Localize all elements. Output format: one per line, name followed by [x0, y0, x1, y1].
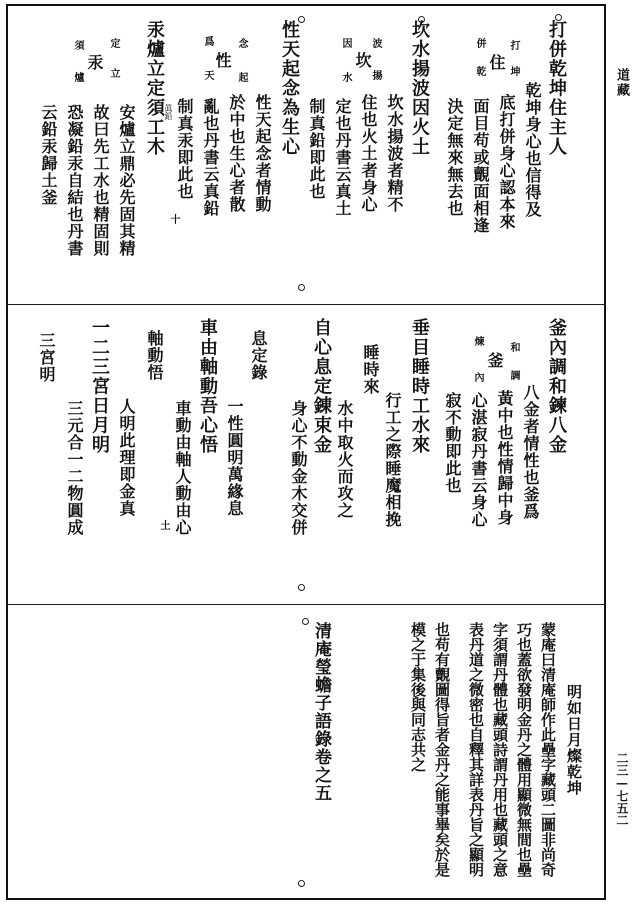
verse-column: 黃中也性情歸中身 [495, 390, 514, 526]
sub-heading: 三宮明 [37, 332, 56, 383]
verse-column: 於中也生心者散 [227, 94, 246, 213]
verse-column: 性天起念者情動 [253, 94, 272, 213]
small-char: 爐 [72, 72, 83, 84]
small-char: 釜 [485, 352, 504, 369]
verse-column: 車動由軸人動由心 [173, 400, 192, 536]
verse-column: 故曰先工水也精固則 [91, 104, 110, 257]
verse-column: 亂也丹書云真鉛 [201, 98, 220, 217]
commentary-column: 字須謂丹體也藏頭詩謂丹用也藏頭之意 [491, 622, 509, 877]
verse-column: 制真鉛即此也 [307, 98, 326, 200]
verse-column: 三元合一二物圓成 [65, 400, 84, 536]
poem-title: 釜內調和鍊八金 [546, 318, 567, 455]
circle-mark [298, 584, 305, 591]
heading: 一二三宮日月明 [89, 318, 110, 455]
commentary-column: 巧也蓋欲發明金丹之體用顯微無間也壘 [515, 622, 533, 877]
page-number: 二三—七五二 [615, 752, 629, 826]
verse-column: 心湛寂丹書云身心 [469, 392, 488, 528]
verse-column: 面目苟或覿面相逢 [471, 98, 490, 234]
verse-column: 乾坤身心也信得及 [523, 82, 542, 218]
heading: 坎水揚波因火土 [409, 20, 430, 157]
small-char: 因 [340, 38, 351, 50]
verse-column: 坎水揚波者精不 [385, 94, 404, 213]
small-char: 波 [370, 38, 381, 50]
panel-divider [6, 304, 606, 305]
small-char: 煉 [472, 336, 483, 348]
commentary-column: 蒙庵曰清庵師作此壘字藏頭二圖非尚奇 [539, 622, 557, 877]
panel-divider [6, 604, 606, 605]
verse-column: 定也丹書云真土 [333, 98, 352, 217]
poem-title: 打併乾坤住主人 [546, 20, 567, 157]
verse-column: 人明此理即金真 [117, 398, 136, 517]
commentary-column: 模之于集後與同志共之 [409, 622, 427, 772]
sub-heading: 睡時來 [361, 344, 380, 395]
small-char: 打 [508, 40, 519, 52]
heading: 明如日月燦乾坤 [565, 684, 583, 796]
small-char: 須 [72, 40, 83, 52]
small-char: 天 [202, 70, 213, 82]
verse-column: 決定無來無去也 [445, 98, 464, 217]
small-char: 起 [236, 72, 247, 84]
verse-column: 云鉛汞歸土釜 [39, 104, 58, 206]
small-char: 立 [108, 68, 119, 80]
verse-column: 底打併身心認本來 [497, 94, 516, 230]
collection-label: 道藏 [614, 68, 629, 98]
small-char: 坎 [353, 52, 372, 69]
small-char: 性 [213, 52, 232, 69]
verse-column: 寂不動即此也 [443, 392, 462, 494]
verse-column: 身心不動金木交併 [289, 400, 308, 536]
verse-column: 恐凝鉛汞自結也丹書 [65, 104, 84, 257]
heading: 性天起念為生心 [279, 20, 300, 157]
verse-column: 一性圓明萬緣息 [225, 398, 244, 517]
sub-heading: 息定錄 [249, 330, 268, 381]
circle-mark [298, 880, 305, 887]
commentary-column: 也苟有覿圖得旨者金丹之能事畢矣於是 [433, 622, 451, 877]
small-char: 定 [108, 38, 119, 50]
small-char: 坤 [508, 66, 519, 78]
sub-heading: 軸動悟 [145, 330, 164, 381]
small-char: 併 [474, 38, 485, 50]
circle-mark [298, 284, 305, 291]
heading: 汞爐立定須工木 [144, 20, 165, 157]
small-char: 念 [236, 38, 247, 50]
book-title: 清庵瑩蟾子語錄卷之五 [311, 622, 331, 802]
heading: 垂目睡時工水來 [409, 318, 430, 455]
small-char: 調 [508, 370, 519, 382]
small-char: 和 [508, 342, 519, 354]
small-char: 水 [340, 72, 351, 84]
verse-column: 八金者情性也釜爲 [521, 384, 540, 520]
small-char: 眞鉛 [164, 104, 173, 120]
small-char: 內 [472, 372, 483, 384]
heading: 車由軸動吾心悟 [197, 318, 218, 455]
circle-mark [302, 618, 309, 625]
verse-column: 住也火土者身心 [359, 94, 378, 213]
small-char: 揚 [370, 70, 381, 82]
small-char: 十 [168, 214, 179, 226]
small-char: 乾 [474, 66, 485, 78]
verse-column: 水中取火而攻之 [335, 400, 354, 519]
verse-column: 安爐立鼎必先固其精 [117, 104, 136, 257]
verse-column: 制真汞即此也 [175, 98, 194, 200]
small-char: 土 [158, 520, 169, 532]
commentary-column: 表丹道之微密也自釋其詳表丹旨之顯明 [467, 622, 485, 877]
heading: 自心息定錬束金 [311, 318, 332, 455]
small-char: 住 [487, 54, 506, 71]
small-char: 爲 [202, 36, 213, 48]
small-char: 汞 [85, 54, 104, 71]
verse-column: 行工之際睡魔相挽 [383, 392, 402, 528]
